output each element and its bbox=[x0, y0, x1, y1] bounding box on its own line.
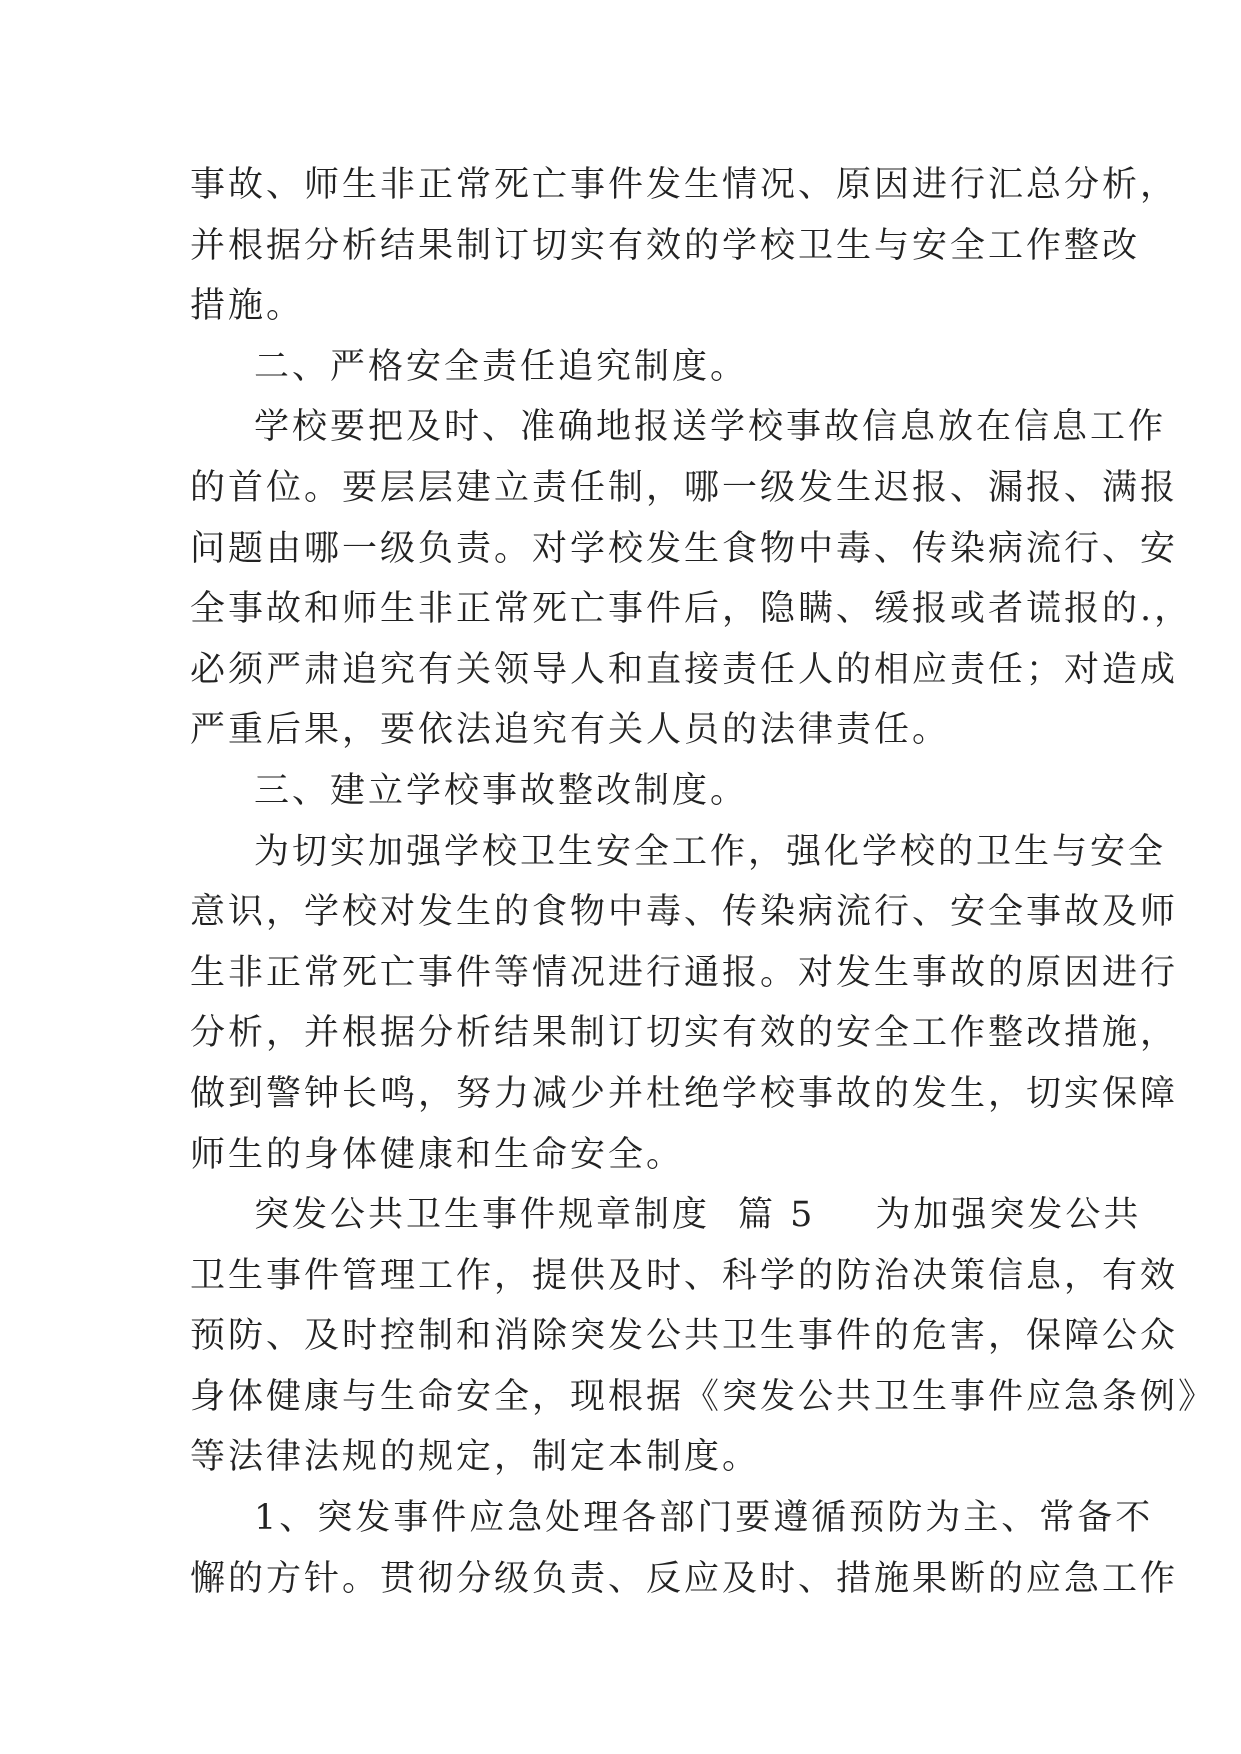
text-line: 做到警钟长鸣，努力减少并杜绝学校事故的发生，切实保障 bbox=[190, 1073, 1179, 1114]
text-line: 预防、及时控制和消除突发公共卫生事件的危害，保障公众 bbox=[190, 1316, 1179, 1357]
section-heading: 三、建立学校事故整改制度。 bbox=[254, 770, 749, 811]
text-line: 师生的身体健康和生命安全。 bbox=[190, 1134, 685, 1175]
text-line: 的首位。要层层建立责任制，哪一级发生迟报、漏报、满报 bbox=[190, 467, 1179, 508]
text-line: 懈的方针。贯彻分级负责、反应及时、措施果断的应急工作 bbox=[190, 1558, 1179, 1599]
numbered-item-line: 1、突发事件应急处理各部门要遵循预防为主、常备不 bbox=[254, 1498, 1154, 1539]
document-body bbox=[190, 155, 1217, 1609]
text-line: 生非正常死亡事件等情况进行通报。对发生事故的原因进行 bbox=[190, 952, 1179, 993]
text-line: 问题由哪一级负责。对学校发生食物中毒、传染病流行、安 bbox=[190, 528, 1179, 569]
text-line: 措施。 bbox=[190, 286, 305, 327]
article-title: 突发公共卫生事件规章制度 bbox=[254, 1195, 711, 1236]
text-line: 意识，学校对发生的食物中毒、传染病流行、安全事故及师 bbox=[190, 892, 1179, 933]
article-intro-text: 为加强突发公共 bbox=[875, 1195, 1142, 1236]
text-line: 卫生事件管理工作，提供及时、科学的防治决策信息，有效 bbox=[190, 1255, 1179, 1296]
text-line: 事故、师生非正常死亡事件发生情况、原因进行汇总分析， bbox=[190, 165, 1179, 205]
article-heading-line bbox=[190, 1185, 1142, 1246]
text-line: 并根据分析结果制订切实有效的学校卫生与安全工作整改 bbox=[190, 225, 1141, 266]
text-line: 严重后果，要依法追究有关人员的法律责任。 bbox=[190, 710, 951, 751]
section-heading: 二、严格安全责任追究制度。 bbox=[254, 346, 749, 387]
text-line: 全事故和师生非正常死亡事件后，隐瞒、缓报或者谎报的.， bbox=[190, 589, 1193, 630]
article-part-label: 篇 5 bbox=[738, 1195, 816, 1236]
text-line: 身体健康与生命安全，现根据《突发公共卫生事件应急条例》 bbox=[190, 1376, 1217, 1417]
text-line: 分析，并根据分析结果制订切实有效的安全工作整改措施， bbox=[190, 1013, 1179, 1054]
text-line: 必须严肃追究有关领导人和直接责任人的相应责任；对造成 bbox=[190, 649, 1179, 690]
paragraph-start-line: 学校要把及时、准确地报送学校事故信息放在信息工作 bbox=[254, 407, 1167, 448]
text-line: 等法律法规的规定，制定本制度。 bbox=[190, 1437, 761, 1478]
paragraph-start-line: 为切实加强学校卫生安全工作，强化学校的卫生与安全 bbox=[254, 831, 1167, 872]
